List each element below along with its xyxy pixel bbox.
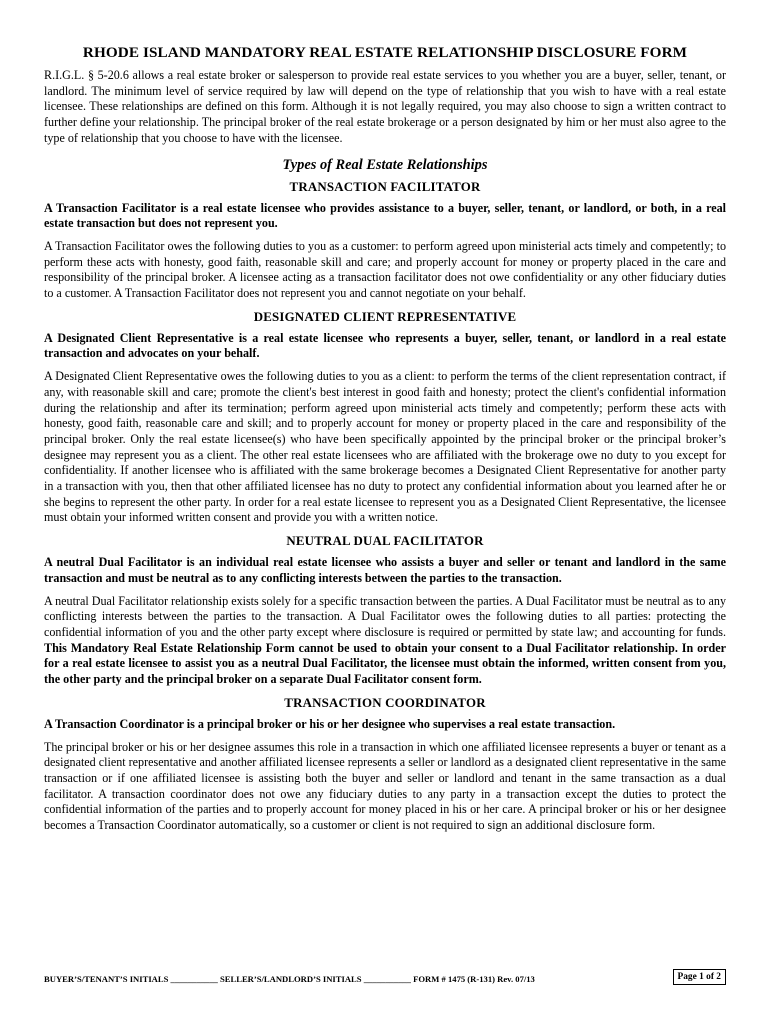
section-designated-client-representative <box>44 310 726 526</box>
section-heading: TRANSACTION COORDINATOR <box>284 695 486 710</box>
intro-paragraph: R.I.G.L. § 5-20.6 allows a real estate broker or salesperson to provide real estate services to you whether you are a buyer, seller, tenant, or landlord. The minimum level of service required by law will depend on the type of relationship that you wish to have with a real estate licensee. These relationships are defined on this form. Although it is not legally required, you may also choose to sign a written contract to further define your relationship. The principal broker of the real estate brokerage or a person designated by him or her must also agree to the type of relationship that you choose to have with the licensee. <box>44 68 726 145</box>
page-number-box: Page 1 of 2 <box>673 969 726 985</box>
section-definition: A Designated Client Representative is a real estate licensee who represents a buyer, seller, tenant, or landlord in a real estate transaction and advocates on your behalf. <box>44 330 726 361</box>
section-definition: A Transaction Coordinator is a principal broker or his or her designee who supervises a real estate transaction. <box>44 716 616 731</box>
section-body: The principal broker or his or her designee assumes this role in a transaction in which one affiliated licensee represents a buyer or tenant as a designated client representative and another affiliated licensee represents a seller or landlord as a designated client representative in the same transaction or if one affiliated licensee is assisting both the buyer and seller or landlord and tenant in the same transaction as a dual facilitator. A transaction coordinator does not owe any fiduciary duties to any party in a transaction except the duties to protect the confidential information of the parties and to properly account for money placed in his or her care. A principal broker or his or her designee becomes a Transaction Coordinator automatically, so a customer or client is not required to sign an additional disclosure form. <box>44 739 726 833</box>
section-definition: A neutral Dual Facilitator is an individual real estate licensee who assists a buyer and seller or tenant and landlord in the same transaction and must be neutral as to any conflicting interests between the parties to the transaction. <box>44 555 726 585</box>
page-footer <box>44 968 726 990</box>
section-body: A Designated Client Representative owes the following duties to you as a client: to perform the terms of the client representation contract, if any, with reasonable skill and care; promote the client's best interest in good faith and honesty; protect the client's confidential information during the relationship and after its termination; perform agreed upon ministerial acts timely and competently; perform these acts with honesty, good faith, reasonable care and skill; and to properly account for money or property placed in the care and responsibility of the principal broker. Only the real estate licensee(s) who have been specifically appointed by the principal broker or the principal broker’s designee may represent you as a client. The other real estate licensees who are affiliated with the brokerage owe no duty to you except for confidentiality. If another licensee who is affiliated with the same brokerage becomes a Designated Client Representative for another party in a transaction with you, then that other affiliated licensee has no duty to protect any confidential information about you learned after he or she begins to represent the other party. In order for a real estate licensee to represent you as a Designated Client Representative, the licensee must obtain your informed written consent and provide you with a written notice. <box>44 369 726 525</box>
footer-initials-line: BUYER’S/TENANT’S INITIALS ___________ SELLER’S/LANDLORD’S INITIALS ___________ FORM # 1475 (R-131) Rev. 07/13 <box>44 974 535 984</box>
disclosure-form-page <box>44 44 726 834</box>
section-heading: TRANSACTION FACILITATOR <box>289 179 481 194</box>
section-body-plain: A neutral Dual Facilitator relationship exists solely for a specific transaction between the parties. A Dual Facilitator must be neutral as to any conflicting interests between the parties to the transaction. A Dual Facilitator owes the following duties to all parties: protecting the confidential information of you and the other party except where disclosure is required or permitted by state law; and accounting for funds. <box>44 593 726 639</box>
types-heading: Types of Real Estate Relationships <box>282 156 488 173</box>
section-body: A Transaction Facilitator owes the following duties to you as a customer: to perform agreed upon ministerial acts timely and competently; to perform these acts with honesty, good faith, reasonable skill and care; and properly account for money or property placed in the care and responsibility of the principal broker. A licensee acting as a transaction facilitator does not owe confidentiality or any other fiduciary duties to a customer. A Transaction Facilitator does not represent you and cannot negotiate on your behalf. <box>44 238 726 301</box>
section-transaction-facilitator <box>44 180 726 302</box>
section-heading: DESIGNATED CLIENT REPRESENTATIVE <box>253 309 517 324</box>
section-definition: A Transaction Facilitator is a real estate licensee who provides assistance to a buyer, seller, tenant, or landlord, or both, in a real estate transaction but does not represent you. <box>44 200 726 231</box>
section-body <box>44 594 726 688</box>
section-heading: NEUTRAL DUAL FACILITATOR <box>286 534 484 549</box>
section-neutral-dual-facilitator <box>44 534 726 688</box>
form-title: RHODE ISLAND MANDATORY REAL ESTATE RELATIONSHIP DISCLOSURE FORM <box>82 44 688 61</box>
section-transaction-coordinator <box>44 696 726 834</box>
section-body-bold: This Mandatory Real Estate Relationship Form cannot be used to obtain your consent to a Dual Facilitator relationship. In order for a real estate licensee to assist you as a neutral Dual Facilitator, the licensee must obtain the informed, written consent from you, the other party and the principal broker on a separate Dual Facilitator consent form. <box>44 640 726 687</box>
